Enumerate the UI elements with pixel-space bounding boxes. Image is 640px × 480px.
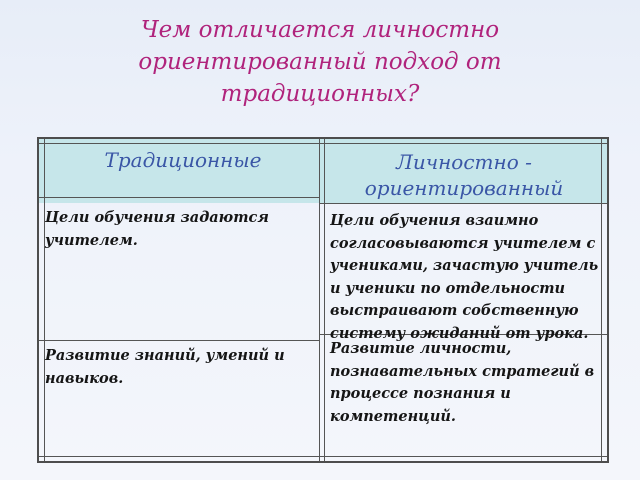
comparison-table: [37, 137, 609, 463]
cell-row2-personal: Развитие личности, познавательных стратегий в процессе познания и компетенций.: [330, 340, 595, 425]
header-divider-right: [319, 203, 607, 204]
inner-bottom-border: [39, 456, 607, 457]
cell-row2-traditional: Развитие знаний, умений и навыков.: [45, 347, 285, 387]
cell-row1-traditional: Цели обучения задаются учителем.: [45, 209, 269, 249]
header-personal-oriented: Личностно - ориентированный: [364, 150, 564, 200]
header-traditional: Традиционные: [104, 148, 262, 172]
inner-top-border: [39, 143, 607, 144]
row-divider-left: [39, 340, 319, 341]
header-divider-left: [39, 197, 319, 198]
cell-row1-personal: Цели обучения взаимно согласовываются учителем с учениками, зачастую учитель и ученики по отдельности выстраивают собственную систему ожиданий от урока.: [330, 212, 599, 342]
column-divider-right: [324, 139, 325, 461]
slide-title: Чем отличается личностно ориентированный подход от традиционных?: [138, 17, 502, 107]
inner-left-border: [44, 139, 45, 461]
column-divider-left: [319, 139, 320, 461]
